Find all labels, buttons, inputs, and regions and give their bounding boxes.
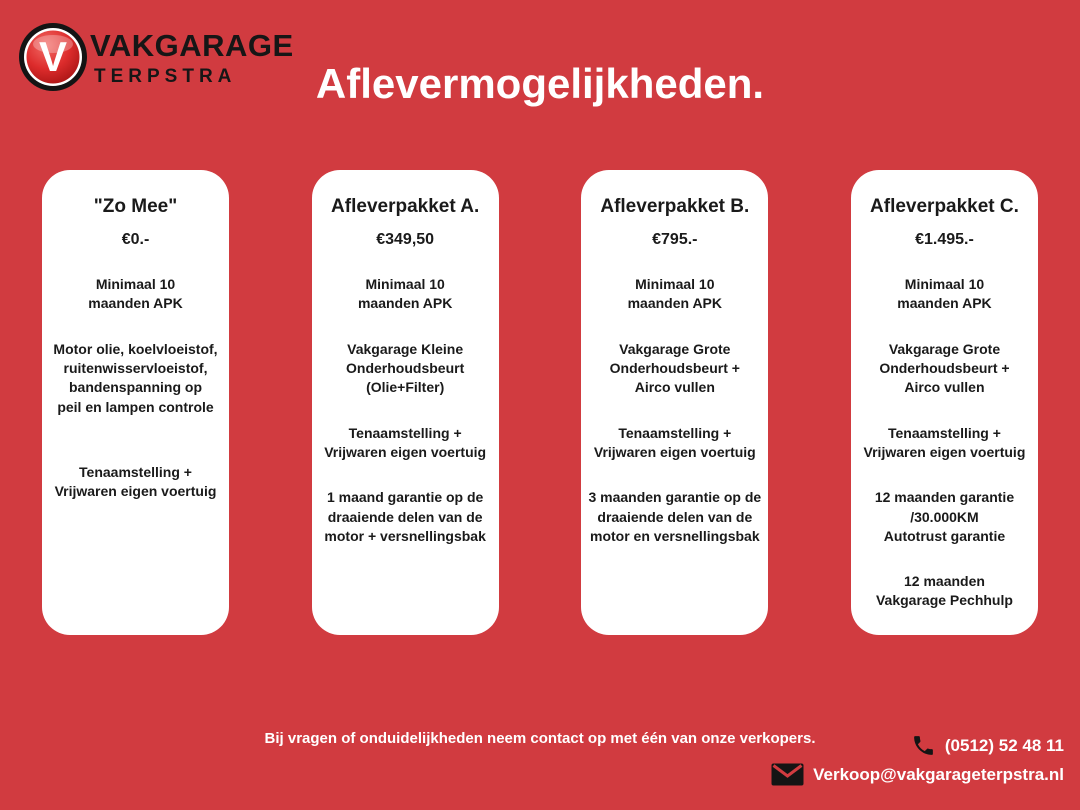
package-price: €1.495.- — [915, 231, 974, 248]
package-section: 1 maand garantie op de draaiende delen van de motor + versnellingsbak — [324, 489, 486, 544]
email-address: Verkoop@vakgarageterpstra.nl — [813, 764, 1064, 784]
phone-number: (0512) 52 48 11 — [944, 735, 1064, 755]
package-sections — [46, 275, 225, 502]
package-price: €795.- — [652, 231, 698, 248]
package-title: Afleverpakket A. — [331, 196, 480, 217]
package-section: 3 maanden garantie op de draaiende delen van de motor en versnellingsbak — [588, 489, 762, 544]
envelope-icon — [771, 763, 804, 786]
package-section: 12 maanden garantie /30.000KM Autotrust garantie — [874, 489, 1015, 544]
package-sections — [585, 275, 764, 546]
package-sections — [855, 275, 1034, 611]
package-card — [581, 170, 768, 635]
package-card — [312, 170, 499, 635]
brand-subname: TERPSTRA — [94, 66, 237, 87]
brand-name: VAKGARAGE — [90, 28, 294, 63]
package-section: Tenaamstelling + Vrijwaren eigen voertuig — [593, 424, 756, 460]
package-section: Vakgarage Grote Onderhoudsbeurt + Airco vullen — [609, 340, 740, 396]
package-section: Minimaal 10 maanden APK — [88, 276, 183, 312]
package-card — [42, 170, 229, 635]
package-section: Vakgarage Kleine Onderhoudsbeurt (Olie+Filter) — [346, 340, 465, 396]
package-sections — [316, 275, 495, 546]
package-price: €349,50 — [376, 231, 435, 248]
contact-block — [771, 733, 1064, 786]
email-row — [771, 763, 1064, 786]
package-price: €0.- — [121, 231, 150, 248]
package-section: Tenaamstelling + Vrijwaren eigen voertuig — [863, 424, 1026, 460]
package-section: Tenaamstelling + Vrijwaren eigen voertuig — [54, 463, 217, 500]
packages-row — [42, 170, 1038, 635]
package-section: Motor olie, koelvloeistof, ruitenwisservloeistof, bandenspanning op peil en lampen controle — [53, 340, 218, 415]
phone-icon — [911, 733, 936, 758]
package-section: Minimaal 10 maanden APK — [897, 276, 992, 312]
package-section: Minimaal 10 maanden APK — [627, 276, 722, 312]
footer-note: Bij vragen of onduidelijkheden neem contact op met één van onze verkopers. — [264, 730, 816, 747]
package-section: Vakgarage Grote Onderhoudsbeurt + Airco vullen — [879, 340, 1010, 396]
package-section: Tenaamstelling + Vrijwaren eigen voertuig — [324, 424, 487, 460]
logo-letter: V — [38, 33, 68, 80]
package-title: "Zo Mee" — [93, 196, 178, 217]
package-section: 12 maanden Vakgarage Pechhulp — [875, 573, 1013, 609]
phone-row — [911, 733, 1064, 758]
package-title: Afleverpakket B. — [600, 196, 750, 217]
package-section: Minimaal 10 maanden APK — [357, 276, 453, 312]
package-card — [851, 170, 1038, 635]
package-title: Afleverpakket C. — [870, 196, 1019, 217]
page-title: Aflevermogelijkheden. — [315, 60, 765, 107]
